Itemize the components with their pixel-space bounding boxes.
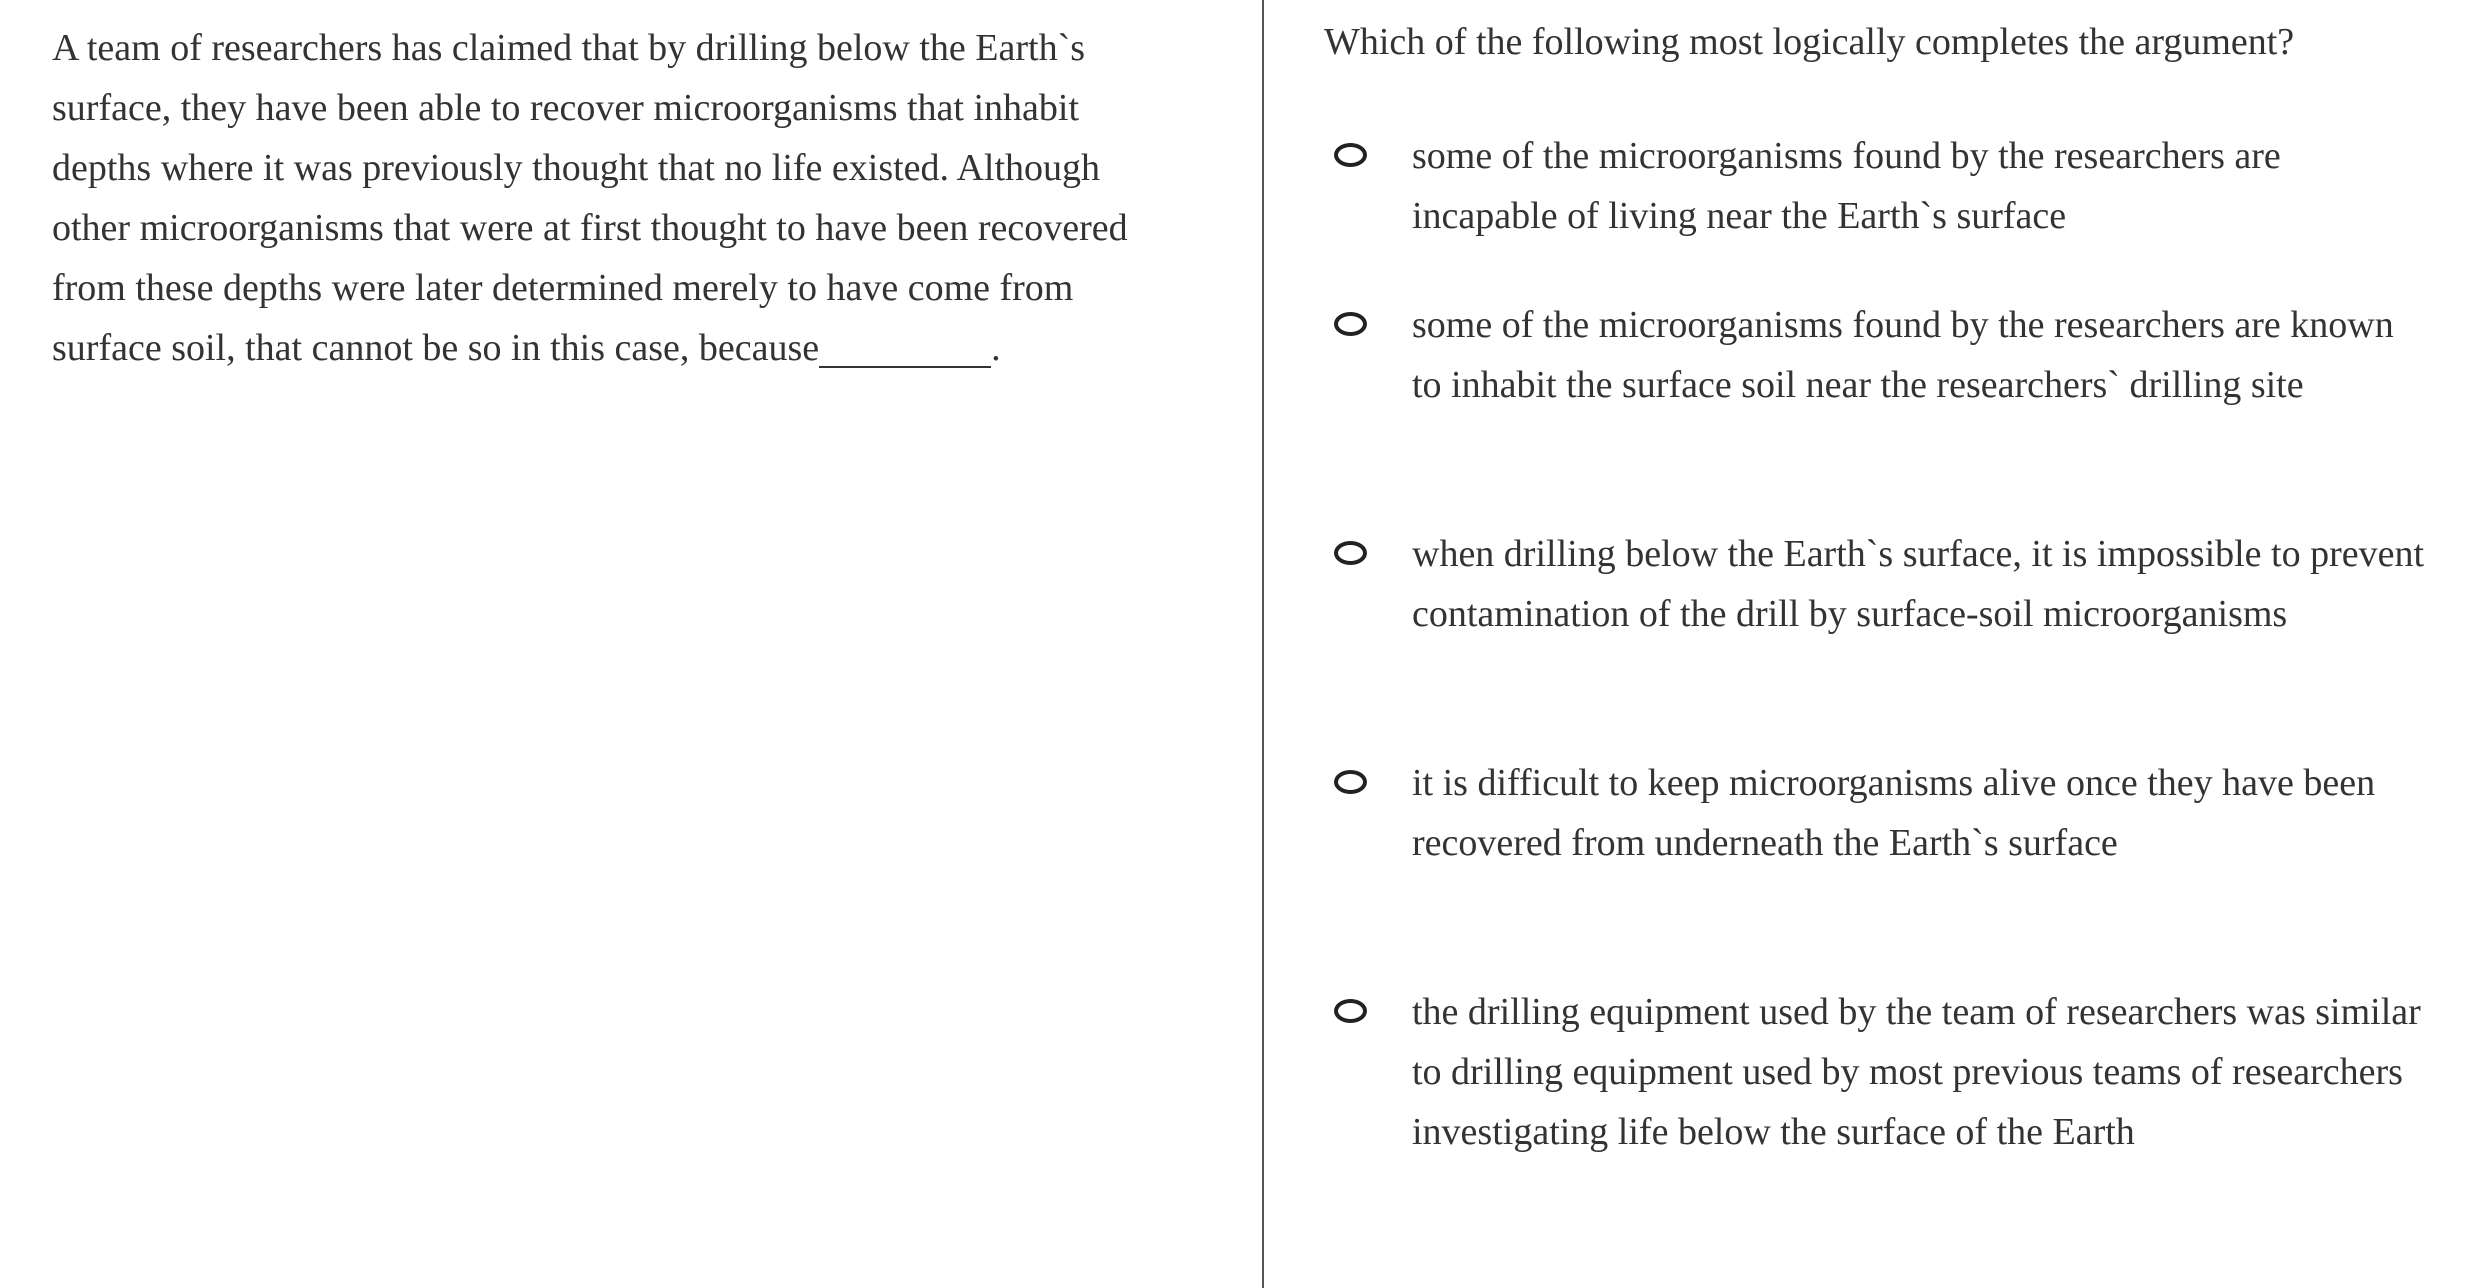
passage-ending [699, 327, 1001, 369]
passage-end-mark: . [991, 327, 1001, 369]
radio-button-icon[interactable] [1334, 312, 1367, 336]
question-pane [1264, 0, 2480, 1288]
option-label: some of the microorganisms found by the researchers are incapable of living near the Earth`s surface [1412, 135, 2281, 237]
radio-button-icon[interactable] [1334, 143, 1367, 167]
passage-text [52, 18, 1182, 378]
radio-button-icon[interactable] [1334, 999, 1367, 1023]
passage-body: A team of researchers has claimed that by drilling below the Earth`s surface, they have been able to recover microorganisms that inhabit depths where it was previously thought that no life existed. Although other microorganisms that were at first thought to have been recovered from these depths were later determined merely to have come from surface soil, that cannot be so in this case, [52, 27, 1128, 369]
option-label: when drilling below the Earth`s surface, it is impossible to prevent contamination of the drill by surface-soil microorganisms [1412, 533, 2425, 635]
question-prompt: Which of the following most logically completes the argument? [1324, 21, 2295, 63]
passage-last-word: because [698, 327, 820, 369]
radio-button-icon[interactable] [1334, 541, 1367, 565]
option-label: it is difficult to keep microorganisms alive once they have been recovered from underneath the Earth`s surface [1412, 762, 2376, 864]
radio-button-icon[interactable] [1334, 770, 1367, 794]
option-label: some of the microorganisms found by the researchers are known to inhabit the surface soil near the researchers` drilling site [1412, 304, 2394, 406]
answer-blank [819, 322, 991, 368]
option-label: the drilling equipment used by the team of researchers was similar to drilling equipment used by most previous teams of researchers investigating life below the surface of the Earth [1412, 991, 2421, 1153]
